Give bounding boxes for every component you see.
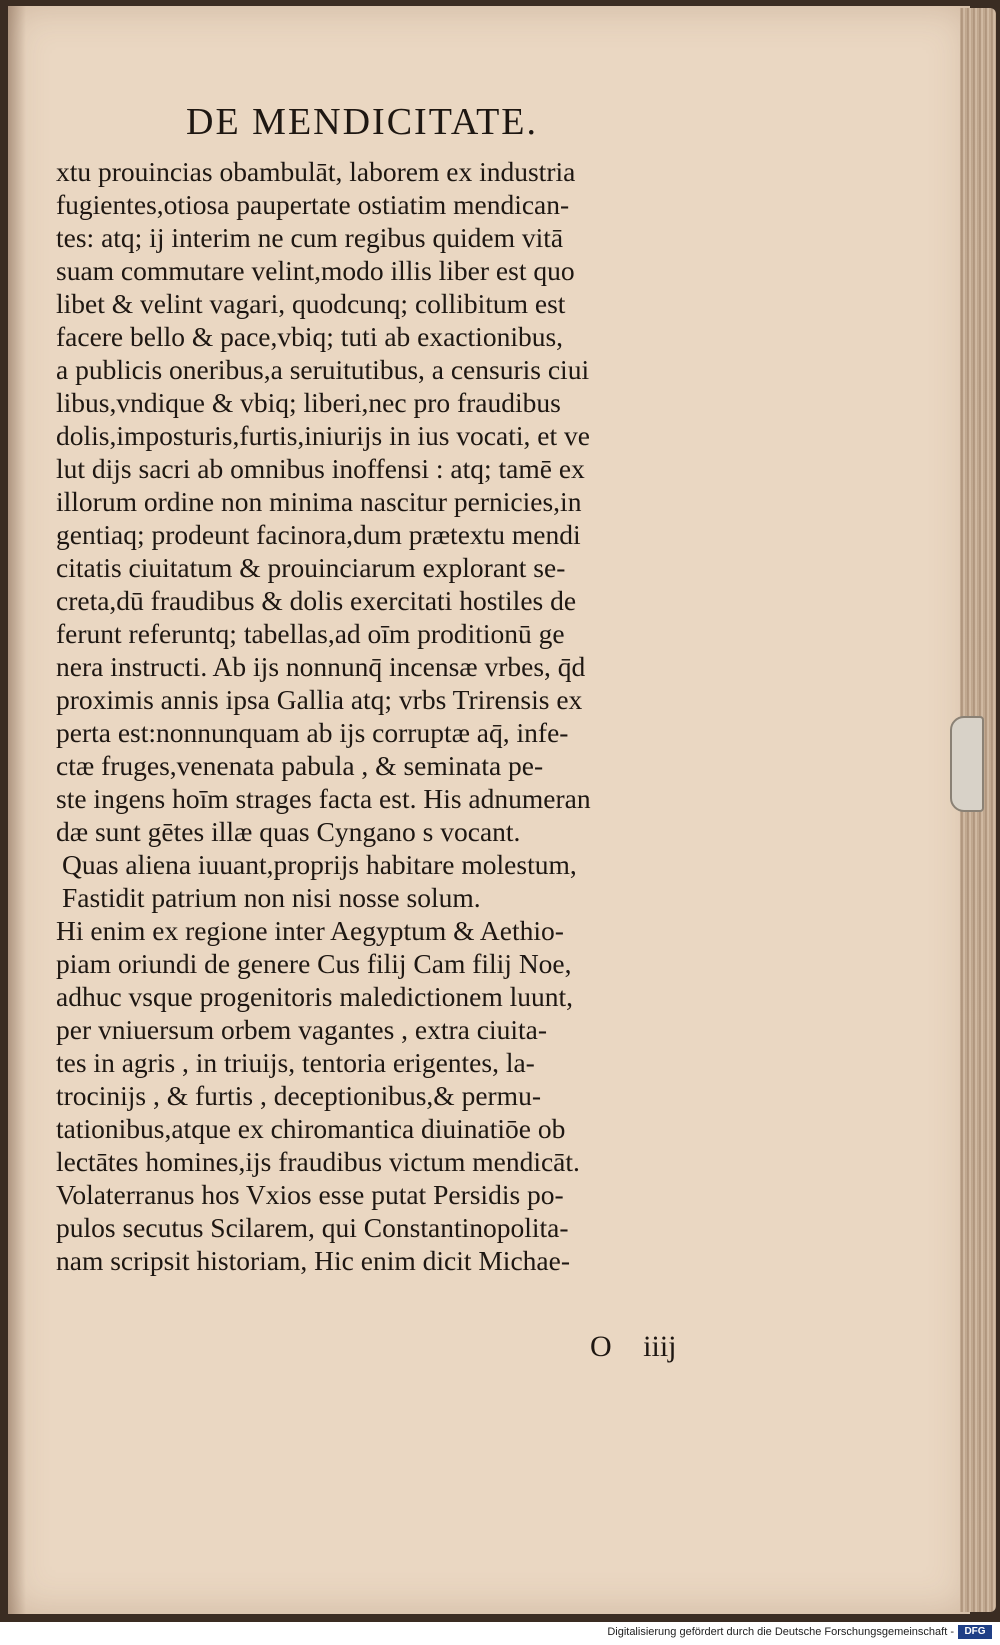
funding-credit: Digitalisierung gefördert durch die Deutsche Forschungsgemeinschaft - [607, 1626, 954, 1638]
text-line: piam oriundi de genere Cus filij Cam filij Noe, [56, 948, 572, 979]
text-line: ste ingens hoīm strages facta est. His adnumeran [56, 783, 591, 814]
page-footer-marks [590, 1330, 677, 1364]
text-line: per vniuersum orbem vagantes , extra ciuita- [56, 1014, 547, 1045]
text-line: tationibus,atque ex chiromantica diuinatiōe ob [56, 1113, 566, 1144]
body-text [56, 155, 756, 1277]
running-head: DE MENDICITATE. [186, 101, 539, 143]
text-line: tes in agris , in triuijs, tentoria erigentes, la- [56, 1047, 535, 1078]
verse-line: Fastidit patrium non nisi nosse solum. [62, 882, 481, 913]
text-line: adhuc vsque progenitoris maledictionem luunt, [56, 981, 574, 1012]
text-line: facere bello & pace,vbiq; tuti ab exactionibus, [56, 321, 564, 352]
text-line: a publicis oneribus,a seruitutibus, a censuris ciui [56, 354, 590, 385]
text-line: Hi enim ex regione inter Aegyptum & Aethio- [56, 915, 564, 946]
text-line: ferunt referuntq; tabellas,ad oīm proditionū ge [56, 618, 565, 649]
text-line: proximis annis ipsa Gallia atq; vrbs Trirensis ex [56, 684, 583, 715]
catchword: iiij [643, 1330, 677, 1363]
verse-line: Quas aliena iuuant,proprijs habitare molestum, [62, 849, 577, 880]
text-line: xtu prouincias obambulāt, laborem ex industria [56, 156, 576, 187]
page-clip [950, 716, 984, 812]
text-line: perta est:nonnunquam ab ijs corruptæ aq̄, infe- [56, 717, 569, 748]
text-line: fugientes,otiosa paupertate ostiatim mendican- [56, 189, 570, 220]
dfg-logo: DFG [958, 1625, 992, 1639]
text-line: nera instructi. Ab ijs nonnunq̄ incensæ vrbes, q̄d [56, 651, 586, 682]
text-line: citatis ciuitatum & prouinciarum explorant se- [56, 552, 566, 583]
text-line: dæ sunt gētes illæ quas Cyngano s vocant. [56, 816, 521, 847]
text-line: suam commutare velint,modo illis liber est quo [56, 255, 575, 286]
text-line: libus,vndique & vbiq; liberi,nec pro fraudibus [56, 387, 561, 418]
text-line: nam scripsit historiam, Hic enim dicit Michae- [56, 1245, 570, 1276]
text-line: ctæ fruges,venenata pabula , & seminata pe- [56, 750, 544, 781]
text-line: pulos secutus Scilarem, qui Constantinopolita- [56, 1212, 569, 1243]
signature-mark: O [590, 1330, 612, 1363]
text-line: Volaterranus hos Vxios esse putat Persidis po- [56, 1179, 564, 1210]
text-line: creta,dū fraudibus & dolis exercitati hostiles de [56, 585, 577, 616]
credit-bar [0, 1622, 1000, 1645]
text-line: trocinijs , & furtis , deceptionibus,& permu- [56, 1080, 541, 1111]
text-line: lectātes homines,ijs fraudibus victum mendicāt. [56, 1146, 580, 1177]
text-line: lut dijs sacri ab omnibus inoffensi : atq; tamē ex [56, 453, 585, 484]
text-line: libet & velint vagari, quodcunq; collibitum est [56, 288, 566, 319]
text-line: illorum ordine non minima nascitur pernicies,in [56, 486, 582, 517]
text-line: tes: atq; ij interim ne cum regibus quidem vitā [56, 222, 564, 253]
text-line: gentiaq; prodeunt facinora,dum prætextu mendi [56, 519, 581, 550]
text-line: dolis,imposturis,furtis,iniurijs in ius vocati, et ve [56, 420, 590, 451]
page-gutter-shadow [8, 6, 26, 1614]
